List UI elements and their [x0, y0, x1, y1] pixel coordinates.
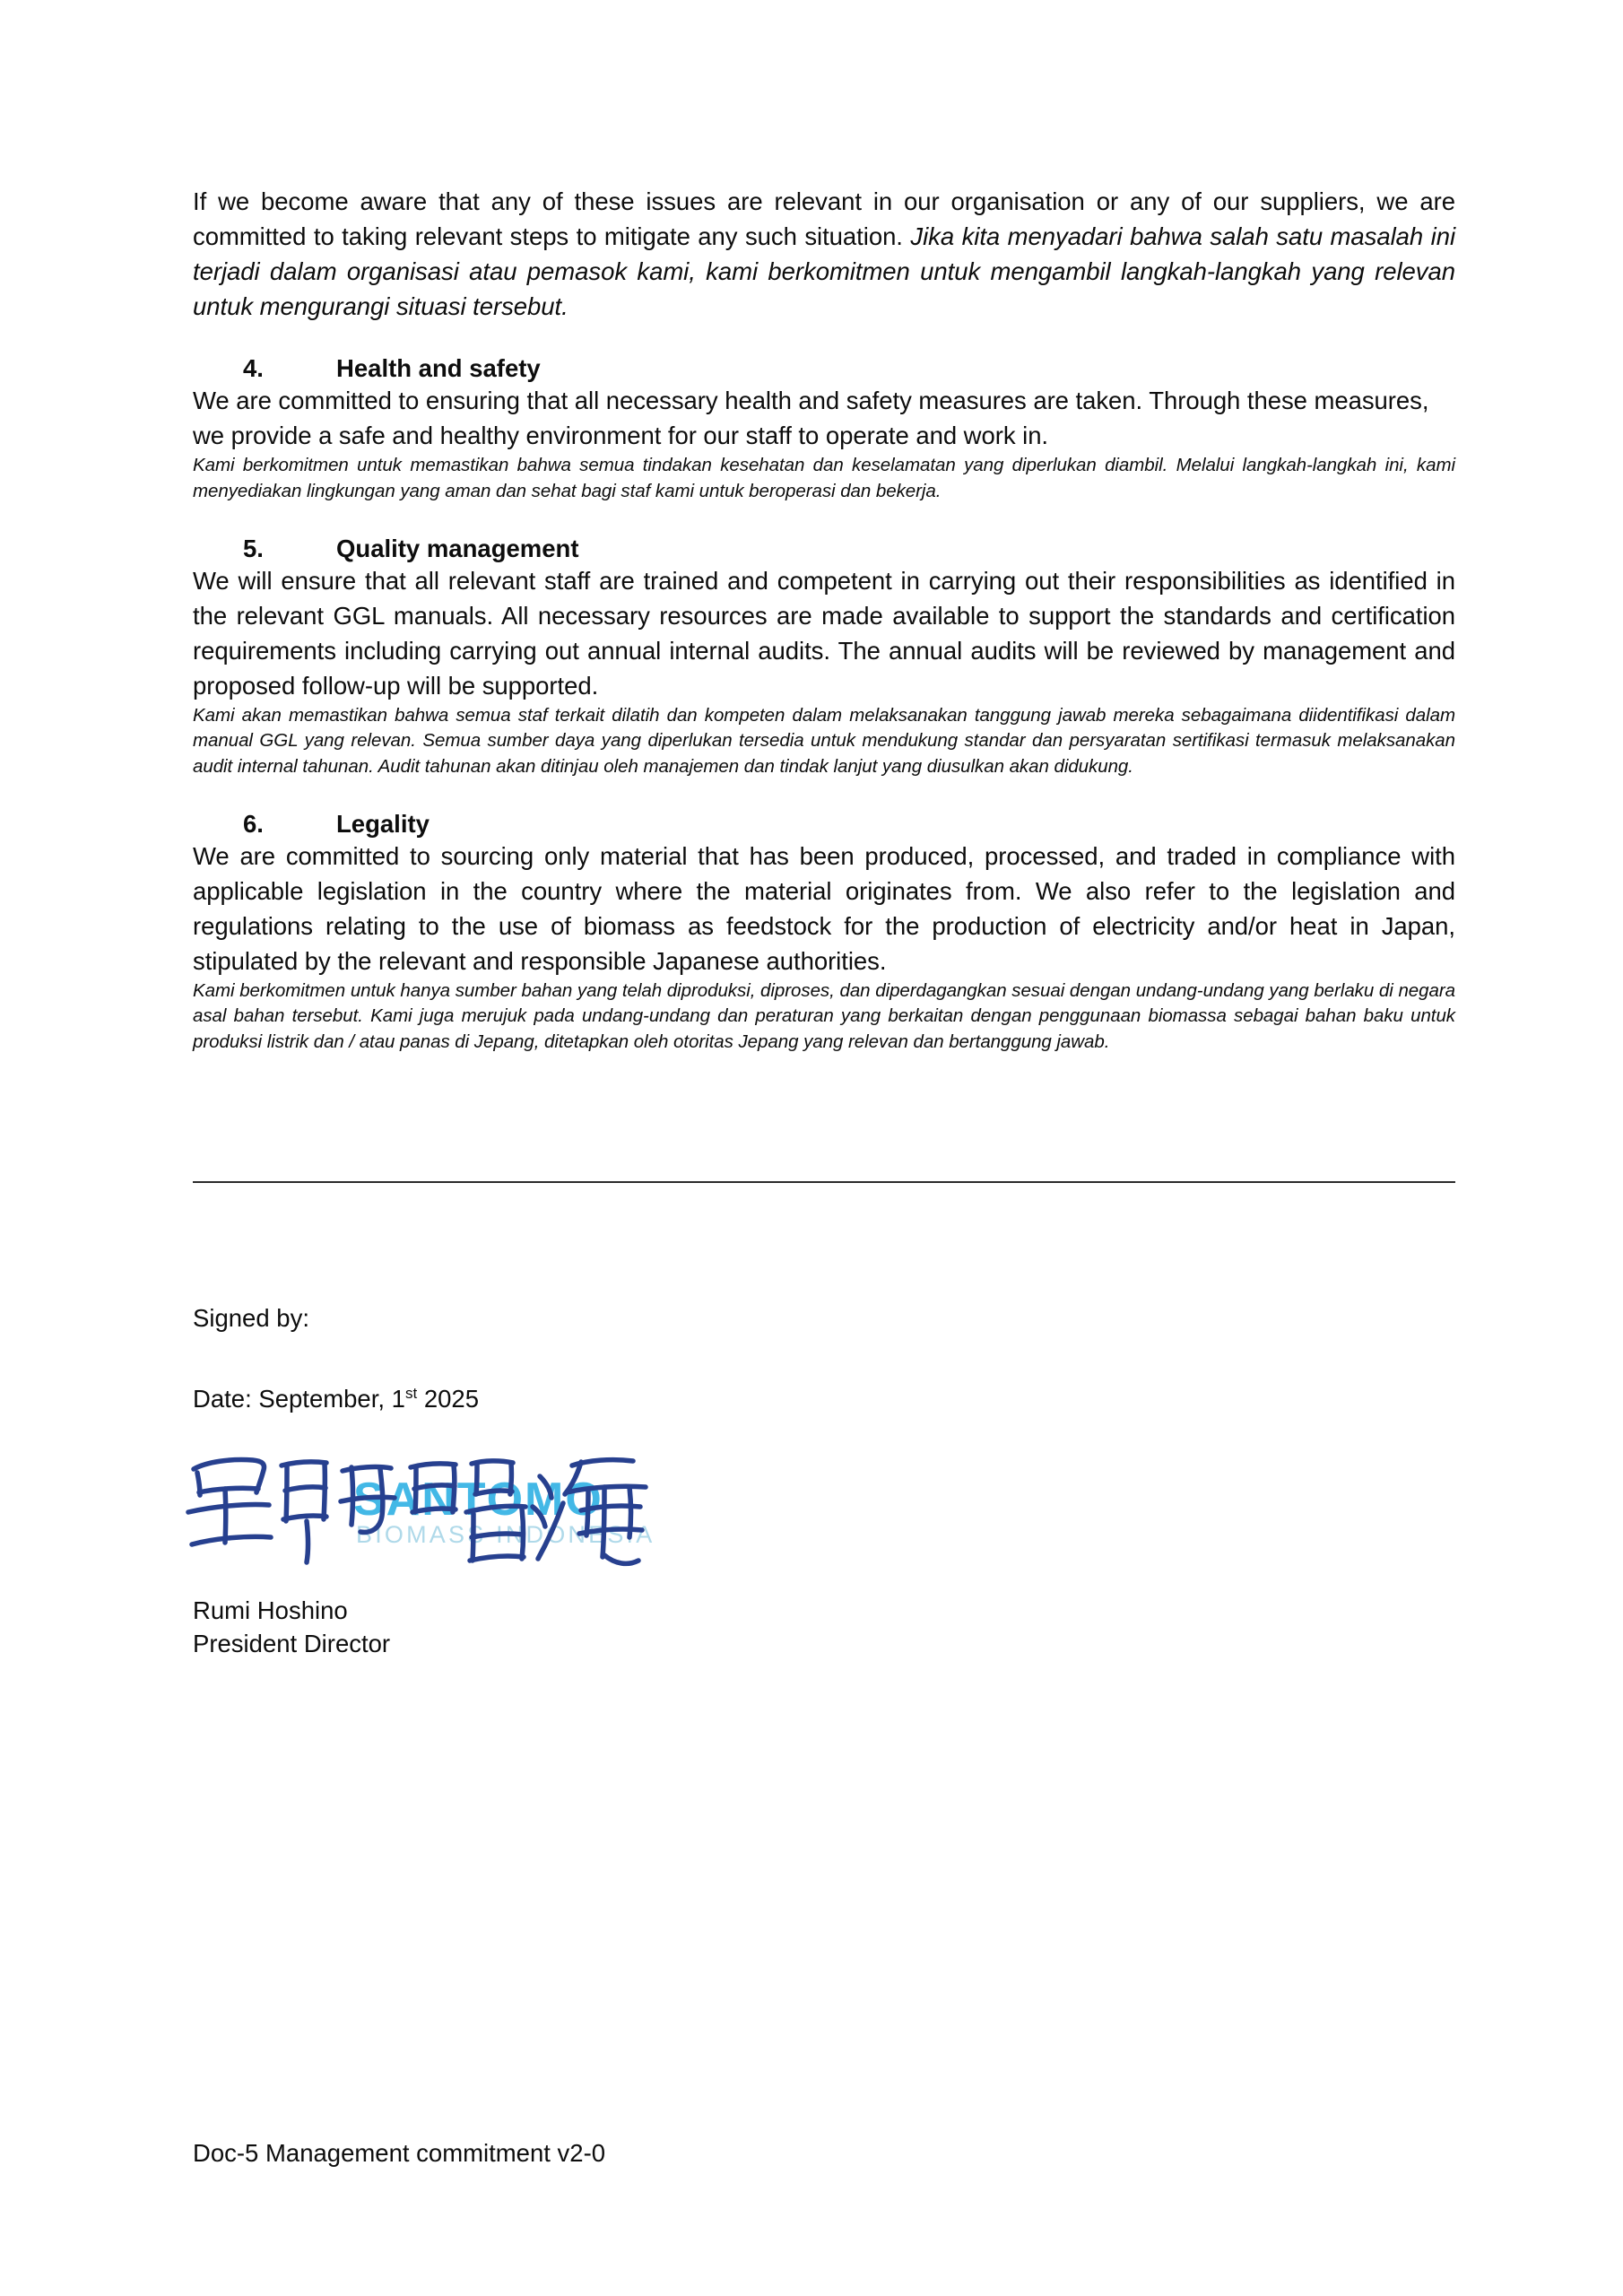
spacer — [193, 324, 1455, 354]
signatory-name: Rumi Hoshino — [193, 1596, 348, 1624]
signature-stamp-area — [176, 1446, 678, 1571]
intro-paragraph-english: If we become aware that any of these issues are relevant in our organisation or any of our suppliers, we are committed to taking relevant steps to mitigate any such situation. — [193, 187, 1455, 251]
section-4-english: We are committed to ensuring that all necessary health and safety measures are taken. Through these measures, we provide a safe and healthy environment for our staff to operate and work in. — [193, 387, 1429, 450]
section-title: Quality management — [336, 534, 579, 562]
signature-date — [193, 1335, 1000, 1415]
section-number: 6. — [243, 809, 264, 838]
intro-paragraph — [193, 184, 1455, 324]
logo-tagline: BIOMASS INDONESIA — [356, 1521, 655, 1548]
section-6-indonesian: Kami berkomitmen untuk hanya sumber bahan yang telah diproduksi, diproses, dan diperdagangkan sesuai dengan undang-undang yang berlaku di negara asal bahan tersebut. Kami juga merujuk pada undang-undang dan peraturan yang berkaitan dengan penggunaan biomassa sebagai bahan baku untuk produksi listrik dan / atau panas di Jepang, ditetapkan oleh otoritas Jepang yang relevan dan bertanggung jawab. — [193, 980, 1455, 1052]
section-title: Legality — [336, 809, 430, 838]
intro-paragraph-indonesian: Jika kita menyadari bahwa salah satu masalah ini terjadi dalam organisasi atau pemasok kami, kami berkomitmen untuk mengambil langkah-langkah yang relevan untuk mengurangi situasi tersebut. — [193, 222, 1455, 321]
section-number: 4. — [243, 354, 264, 383]
section-5-indonesian: Kami akan memastikan bahwa semua staf terkait dilatih dan kompeten dalam melaksanakan tanggung jawab mereka sebagaimana diidentifikasi dalam manual GGL yang relevan. Semua sumber daya yang diperlukan tersedia untuk mendukung standar dan persyaratan sertifikasi termasuk melaksanakan audit internal tahunan. Audit tahunan akan ditinjau oleh manajemen dan tindak lanjut yang diusulkan akan didukung. — [193, 705, 1455, 777]
section-number: 5. — [243, 534, 264, 562]
horizontal-divider — [193, 1181, 1455, 1183]
section-heading-health-and-safety — [193, 354, 1455, 383]
section-heading-quality-management — [193, 535, 1455, 563]
section-5-english: We will ensure that all relevant staff are trained and competent in carrying out their responsibilities as identified in the relevant GGL manuals. All necessary resources are made available to support the standards and certification requirements including carrying out annual internal audits. The annual audits will be reviewed by management and proposed follow-up will be supported. — [193, 566, 1455, 700]
document-footer: Doc-5 Management commitment v2-0 — [193, 2139, 606, 2167]
section-4-indonesian: Kami berkomitmen untuk memastikan bahwa semua tindakan kesehatan dan keselamatan yang diperlukan diambil. Melalui langkah-langkah ini, kami menyediakan lingkungan yang aman dan sehat bagi staf kami untuk beroperasi dan bekerja. — [193, 455, 1455, 501]
signature-block — [193, 1302, 1000, 1415]
section-heading-legality — [193, 810, 1455, 839]
date-year: 2025 — [417, 1384, 480, 1413]
signatory-title: President Director — [193, 1629, 391, 1657]
section-title: Health and safety — [336, 354, 541, 383]
logo-wordmark: SANTOMO — [353, 1474, 603, 1526]
date-prefix: Date: September, 1 — [193, 1384, 405, 1413]
spacer — [193, 504, 1455, 535]
signatory-details — [193, 1595, 390, 1660]
signed-by-label: Signed by: — [193, 1304, 309, 1332]
handwritten-signature-icon — [176, 1446, 678, 1571]
document-body — [193, 184, 1455, 1055]
date-ordinal-suffix: st — [404, 1384, 418, 1402]
section-6-english: We are committed to sourcing only material that has been produced, processed, and traded in compliance with applicable legislation in the country where the material originates from. We also refer to the legislation and regulations relating to the use of biomass as feedstock for the production of electricity and/or heat in Japan, stipulated by the relevant and responsible Japanese authorities. — [193, 841, 1455, 976]
spacer — [193, 779, 1455, 810]
